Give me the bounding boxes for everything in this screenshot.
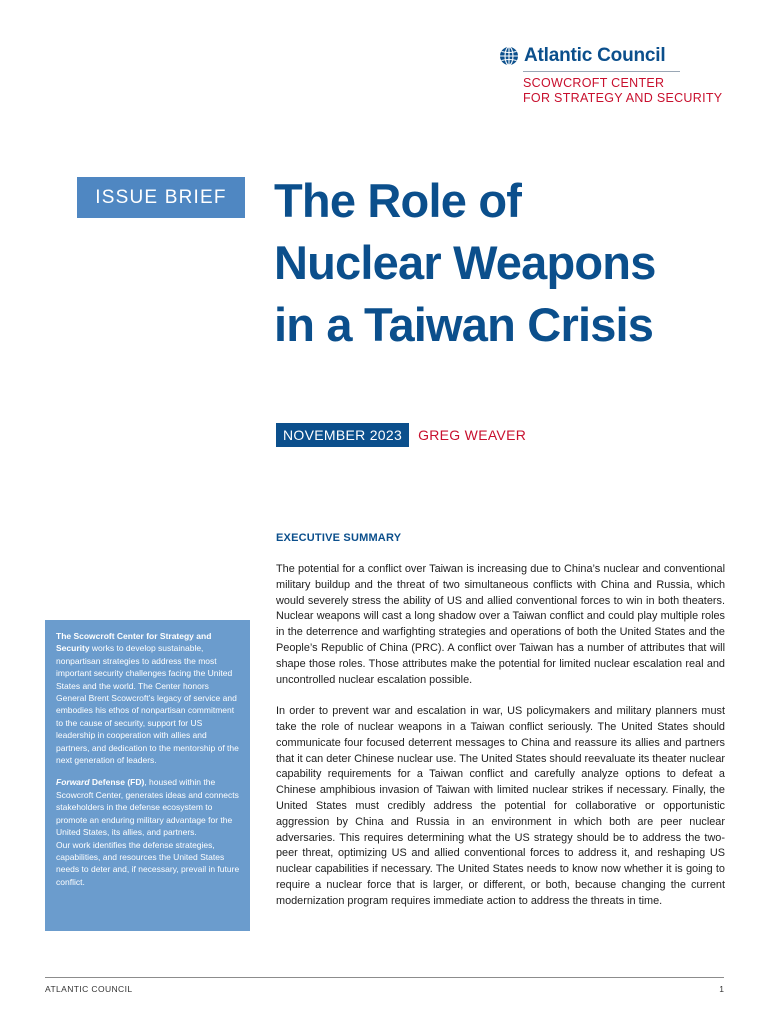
- globe-icon: [499, 46, 519, 66]
- logo-subtitle-line-1: SCOWCROFT CENTER: [523, 76, 665, 90]
- logo-name: Atlantic Council: [524, 45, 666, 66]
- sidebar-center-name: The Scowcroft Center for Strategy and Security: [56, 631, 212, 654]
- logo-subtitle: [523, 76, 734, 106]
- footer-divider: [45, 977, 724, 978]
- executive-summary-body: [276, 562, 725, 910]
- page-title: [274, 170, 744, 356]
- summary-paragraph-2: In order to prevent war and escalation in war, US policymakers and military planners must take the role of nuclear weapons in a Taiwan conflict seriously. The United States should communicate four focused deterrent messages to China and reassure its allies and partners that it can deter Chinese nuclear use. The United States should reevaluate its theater nuclear capability requirements for a Taiwan conflict and carefully analyze options to defeat a Chinese amphibious invasion of Taiwan with limited nuclear strikes if necessary. Finally, the United States must credibly address the potential for collaborative or opportunistic aggression by China and Russia in an environment in which both are peer nuclear adversaries. This requires determining what the US strategy should be to address the two-peer threat, optimizing US and allied conventional forces to address it, and reshaping US nuclear capabilities if necessary. The United States needs to know now whether it is going to require a nuclear force that is larger, or different, or both, because changing the current modernization program requires immediate action to address the threats in time.: [276, 705, 726, 907]
- atlantic-council-logo: [499, 45, 734, 106]
- logo-divider: [523, 71, 680, 72]
- issue-brief-tag: ISSUE BRIEF: [77, 177, 245, 218]
- publication-date: NOVEMBER 2023: [276, 423, 409, 447]
- summary-paragraph-1: The potential for a conflict over Taiwan is increasing due to China’s nuclear and conventional military buildup and the threat of two simultaneous conflicts with China and Russia, which would severely stress the ability of US and allied conventional forces to win in both theaters. Nuclear weapons will cast a long shadow over a Taiwan conflict and could play multiple roles in the deterrence and warfighting strategies and operations of both the United States and the People’s Republic of China (PRC). A conflict over Taiwan has a number of attributes that will shape those roles. Those attributes make the potential for limited nuclear escalation real and uncontrolled nuclear escalation possible.: [276, 563, 725, 686]
- sidebar-forward-word: Forward: [56, 777, 90, 788]
- sidebar-center-description: works to develop sustainable, nonpartisan strategies to address the most important security challenges facing the United States and the world. The Center honors General Brent Scowcroft’s legacy of service and embodies his ethos of nonpartisan commitment to the cause of security, support for US leadership in cooperation with allies and partners, and dedication to the mentorship of the next generation of leaders.: [56, 643, 239, 766]
- footer-organization: ATLANTIC COUNCIL: [45, 984, 133, 994]
- scowcroft-center-sidebar: [45, 620, 250, 931]
- title-line-3: in a Taiwan Crisis: [274, 298, 654, 351]
- title-line-1: The Role of: [274, 174, 522, 227]
- sidebar-program-name: Defense (FD): [89, 777, 145, 788]
- author-name: GREG WEAVER: [418, 427, 527, 443]
- publication-meta: [276, 423, 526, 447]
- sidebar-paragraph-2: [56, 776, 240, 888]
- sidebar-program-description: , housed within the Scowcroft Center, generates ideas and connects stakeholders in the defense ecosystem to promote an enduring military advantage for the United States, its allies, and partners.: [56, 777, 239, 838]
- sidebar-program-work: Our work identifies the defense strategies, capabilities, and resources the United States needs to deter and, if necessary, prevail in future conflict.: [56, 839, 240, 887]
- page-number: 1: [719, 984, 724, 994]
- sidebar-paragraph-1: [56, 630, 240, 766]
- executive-summary-heading: EXECUTIVE SUMMARY: [276, 532, 402, 544]
- title-line-2: Nuclear Weapons: [274, 236, 656, 289]
- logo-subtitle-line-2: FOR STRATEGY AND SECURITY: [523, 91, 723, 105]
